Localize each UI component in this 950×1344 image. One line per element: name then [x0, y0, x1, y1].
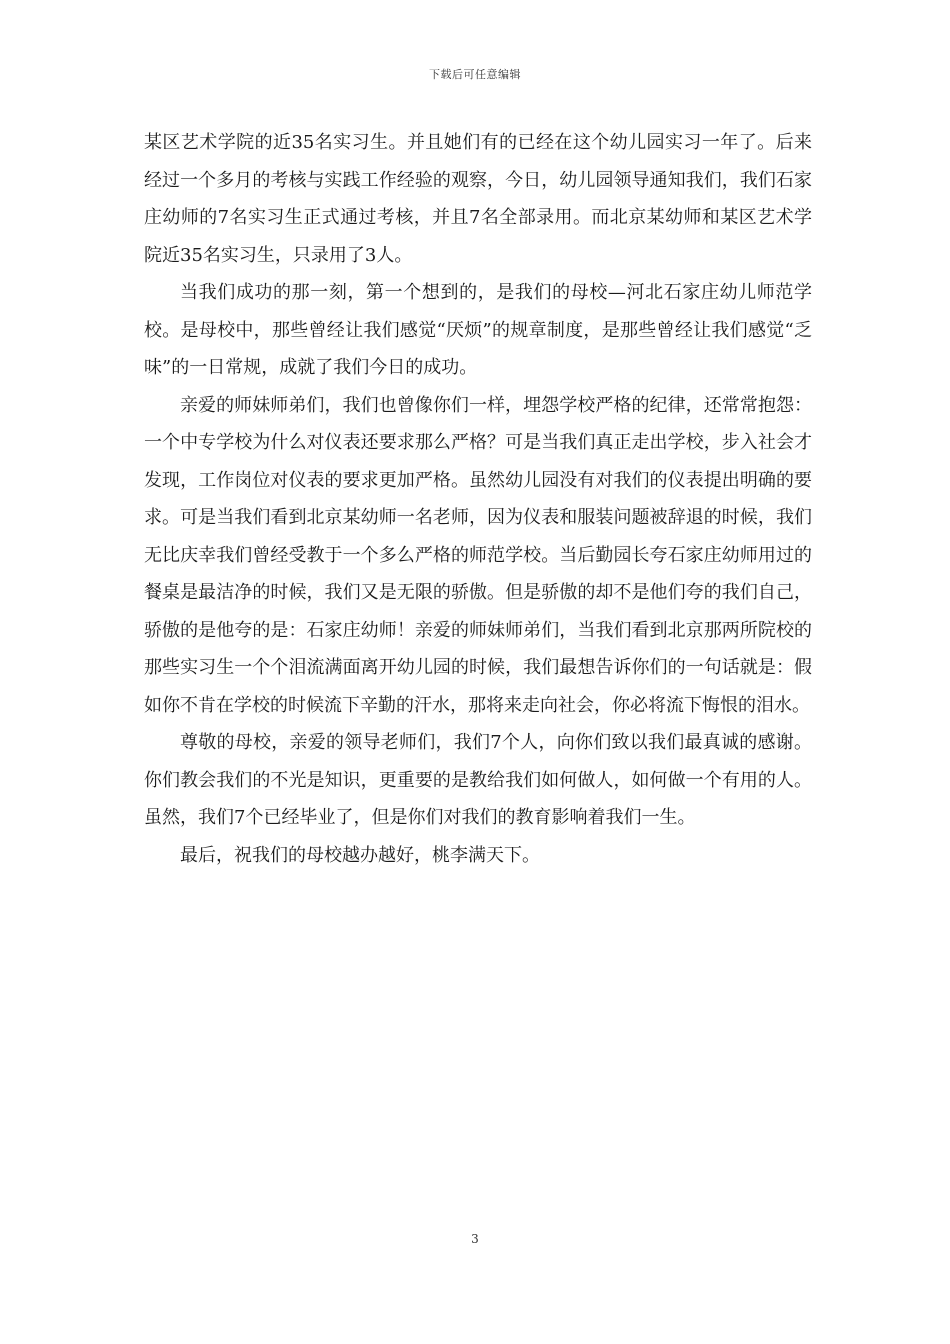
paragraph-3: 亲爱的师妹师弟们，我们也曾像你们一样，埋怨学校严格的纪律，还常常抱怨：一个中专学校为什么对仪表还要求那么严格？可是当我们真正走出学校，步入社会才发现，工作岗位对仪表的要求更加严格。虽然幼儿园没有对我们的仪表提出明确的要求。可是当我们看到北京某幼师一名老师，因为仪表和服装问题被辞退的时候，我们无比庆幸我们曾经受教于一个多么严格的师范学校。当后勤园长夸石家庄幼师用过的餐桌是最洁净的时候，我们又是无限的骄傲。但是骄傲的却不是他们夸的我们自己，骄傲的是他夸的是：石家庄幼师！亲爱的师妹师弟们，当我们看到北京那两所院校的那些实习生一个个泪流满面离开幼儿园的时候，我们最想告诉你们的一句话就是：假如你不肯在学校的时候流下辛勤的汗水，那将来走向社会，你必将流下悔恨的泪水。	[144, 394, 812, 716]
paragraph-2: 当我们成功的那一刻，第一个想到的，是我们的母校—河北石家庄幼儿师范学校。是母校中，那些曾经让我们感觉“厌烦”的规章制度，是那些曾经让我们感觉“乏味”的一日常规，成就了我们今日的成功。	[144, 282, 812, 378]
page-number: 3	[471, 1232, 479, 1246]
paragraph-1: 某区艺术学院的近35名实习生。并且她们有的已经在这个幼儿园实习一年了。后来经过一个多月的考核与实践工作经验的观察，今日，幼儿园领导通知我们，我们石家庄幼师的7名实习生正式通过考核，并且7名全部录用。而北京某幼师和某区艺术学院近35名实习生，只录用了3人。	[144, 132, 812, 266]
document-body	[144, 124, 812, 874]
page-header: 下载后可任意编辑	[429, 68, 521, 81]
paragraph-5: 最后，祝我们的母校越办越好，桃李满天下。	[180, 844, 540, 866]
paragraph-4: 尊敬的母校，亲爱的领导老师们，我们7个人，向你们致以我们最真诚的感谢。你们教会我们的不光是知识，更重要的是教给我们如何做人，如何做一个有用的人。虽然，我们7个已经毕业了，但是你们对我们的教育影响着我们一生。	[144, 732, 812, 828]
